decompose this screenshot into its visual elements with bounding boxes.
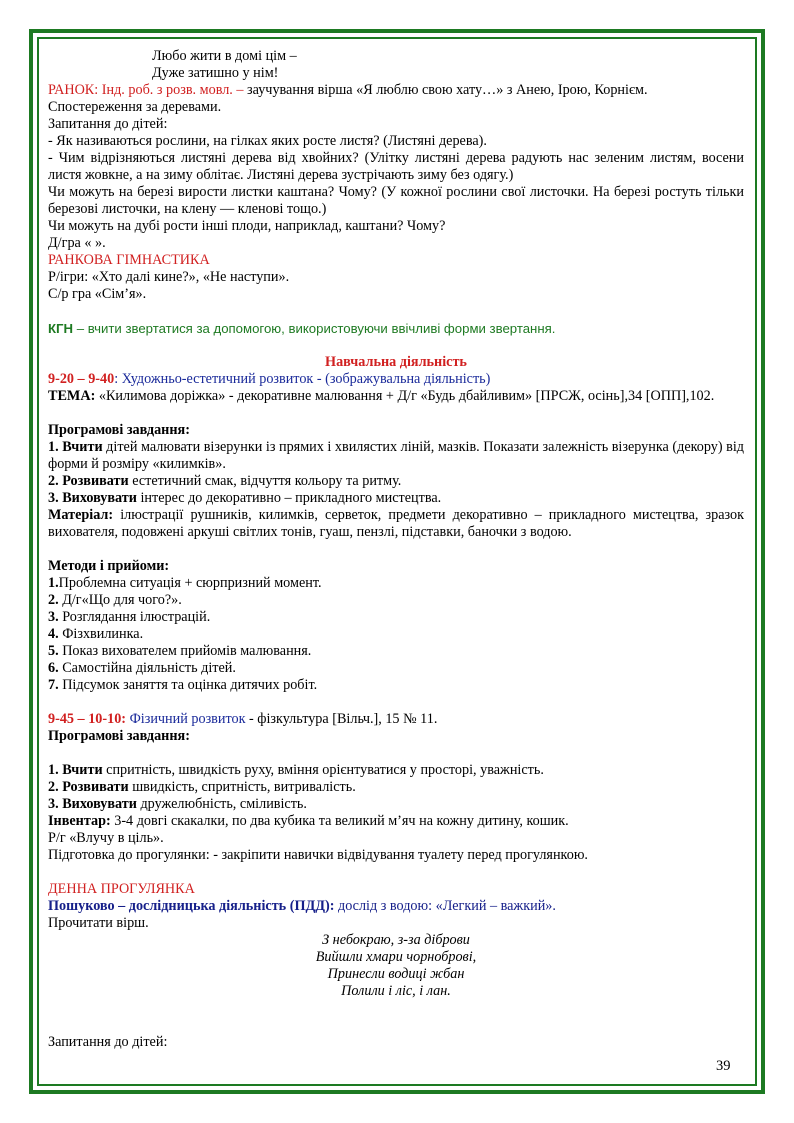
task-item [48,779,744,796]
morning-line [48,82,744,99]
method-num: 2. [48,592,59,608]
page-content [48,48,744,1051]
learning-title: Навчальна діяльність [325,354,467,370]
task-label: 2. Розвивати [48,473,129,489]
page-number: 39 [716,1058,731,1074]
material-label: Матеріал: [48,507,114,523]
activity1-time: 9-20 – 9-40 [48,371,115,387]
task-label: 3. Виховувати [48,490,137,506]
method-item [48,592,744,609]
method-item [48,626,744,643]
method-num: 4. [48,626,59,642]
method-item [48,660,744,677]
kgn-label: КГН [48,321,74,336]
material-text: ілюстрації рушників, килимків, серветок, предмети декоративно – прикладного мистецтва, зразок вихователя, подовжені аркуші світлих тонів, гуаш, пензлі, підставки, баночки з водою. [48,507,744,540]
task-label: 1. Вчити [48,439,103,455]
theme-line [48,388,744,405]
poem-line: З небокраю, з-за діброви [322,932,470,948]
method-text: Проблемна ситуація + сюрпризний момент. [58,575,322,591]
poem-line: Полили і ліс, і лан. [341,983,451,999]
method-text: Фізхвилинка. [58,626,144,642]
theme-text: «Килимова доріжка» - декоративне малювання + Д/г «Будь дбайливим» [ПРСЖ, осінь],34 [ОПП],102. [95,388,715,404]
walk-prep: Підготовка до прогулянки: - закріпити навички відвідування туалету перед прогулянкою. [48,847,588,863]
physical-activity: Фізичний розвиток [126,711,246,727]
theme-label: ТЕМА: [48,388,96,404]
method-num: 3. [48,609,59,625]
task-text: інтерес до декоративно – прикладного мистецтва. [136,490,442,506]
gymnastics-title: РАНКОВА ГІМНАСТИКА [48,252,210,268]
question: - Чим відрізняються листяні дерева від хвойних? (Улітку листяні дерева радують нас зеленим листям, восени листя жовкне, а на зиму облітає. Листяні дерева зустрічають зиму без одягу.) [48,150,744,183]
kgn-text: – вчити звертатися за допомогою, використовуючи ввічливі форми звертання. [73,321,556,336]
task-label: 2. Розвивати [48,779,129,795]
movement-game: Р/г «Влучу в ціль». [48,830,164,846]
morning-text: заучування вірша «Я люблю свою хату…» з Анею, Ірою, Корнієм. [243,82,648,98]
method-text: Показ вихователем прийомів малювання. [58,643,312,659]
physical-time: 9-45 – 10-10: [48,711,127,727]
method-num: 6. [48,660,59,676]
method-num: 1. [48,575,59,591]
question: Чи можуть на березі вирости листки каштана? Чому? (У кожної рослини свої листочки. На березі ростуть тільки березові листочки, на клену — кленові тощо.) [48,184,744,217]
task-item [48,796,744,813]
poem-line: Вийшли хмари чорноброві, [315,949,477,965]
read-poem: Прочитати вірш. [48,915,149,931]
task-text: дітей малювати візерунки із прямих і хвилястих ліній, мазків. Показати залежність візерунка (декору) від форми й розміру «килимків». [48,439,745,472]
activity1-text: : Художньо-естетичний розвиток - (зображувальна діяльність) [114,371,491,387]
task-item [48,439,744,473]
task-text: швидкість, спритність, витривалість. [128,779,356,795]
question: - Як називаються рослини, на гілках яких росте листя? (Листяні дерева). [48,133,487,149]
verse-line: Дуже затишно у нім! [152,65,279,81]
question: Чи можуть на дубі рости інші плоди, наприклад, каштани? Чому? [48,218,446,234]
method-num: 7. [48,677,59,693]
methods-title: Методи і прийоми: [48,558,170,574]
method-item [48,643,744,660]
tasks-title: Програмові завдання: [48,422,190,438]
task-item [48,762,744,779]
gymnastics-games: Р/ігри: «Хто далі кине?», «Не наступи». [48,269,290,285]
pdd-text: дослід з водою: «Легкий – важкий». [334,898,556,914]
inventory-text: 3-4 довгі скакалки, по два кубика та великий м’яч на кожну дитину, кошик. [110,813,569,829]
method-item [48,575,744,592]
didactic-game: Д/гра « ». [48,235,106,251]
method-text: Самостійна діяльність дітей. [58,660,236,676]
physical-text: - фізкультура [Вільч.], 15 № 11. [245,711,438,727]
task-item [48,473,744,490]
morning-label: РАНОК: Інд. роб. з розв. мовл. – [48,82,244,98]
method-text: Д/г«Що для чого?». [58,592,182,608]
poem-line: Принесли водиці жбан [327,966,465,982]
method-num: 5. [48,643,59,659]
observation: Спостереження за деревами. [48,99,222,115]
pdd-line [48,898,744,915]
walk-questions-title: Запитання до дітей: [48,1034,168,1050]
kgn-line [48,320,744,337]
role-game: С/р гра «Сім’я». [48,286,147,302]
physical-line [48,711,744,728]
method-text: Розглядання ілюстрацій. [58,609,211,625]
inventory-line [48,813,744,830]
material-line [48,507,744,541]
task-text: спритність, швидкість руху, вміння орієнтуватися у просторі, уважність. [102,762,544,778]
task-text: естетичний смак, відчуття кольору та ритму. [128,473,402,489]
pdd-label: Пошуково – дослідницька діяльність (ПДД): [48,898,335,914]
task-text: дружелюбність, сміливість. [136,796,307,812]
activity1-line [48,371,744,388]
method-text: Підсумок заняття та оцінка дитячих робіт. [58,677,318,693]
method-item [48,609,744,626]
physical-tasks-title: Програмові завдання: [48,728,190,744]
verse-line: Любо жити в домі цім – [152,48,297,64]
task-item [48,490,744,507]
inventory-label: Інвентар: [48,813,111,829]
walk-title: ДЕННА ПРОГУЛЯНКА [48,881,195,897]
questions-title: Запитання до дітей: [48,116,168,132]
method-item [48,677,744,694]
task-label: 3. Виховувати [48,796,137,812]
task-label: 1. Вчити [48,762,103,778]
